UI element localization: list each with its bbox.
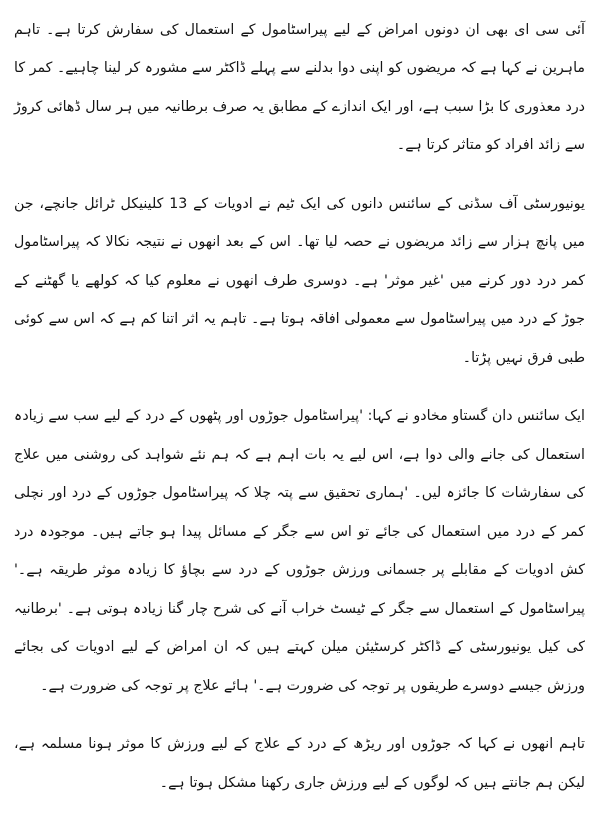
article-paragraph-2: یونیورسٹی آف سڈنی کے سائنس دانوں کی ایک ٹیم نے ادویات کے 13 کلینیکل ٹرائل جانچے، جن میں پانچ ہزار سے زائد مریضوں نے حصہ لیا تھا۔ اس کے بعد انھوں نے نتیجہ نکالا کہ پیراسٹامول کمر درد دور کرنے میں 'غیر موثر' ہے۔ دوسری طرف انھوں نے معلوم کیا کہ کولھے یا گھٹنے کے جوڑ کے درد میں پیراسٹامول سے معمولی افاقہ ہوتا ہے۔ تاہم یہ اثر اتنا کم ہے کہ اس سے کوئی طبی فرق نہیں پڑتا۔ (14, 195, 585, 366)
article-paragraph-3: ایک سائنس دان گستاو مخادو نے کہا: 'پیراسٹامول جوڑوں اور پٹھوں کے درد کے لیے سب سے زیادہ استعمال کی جانے والی دوا ہے، اس لیے یہ بات اہم ہے کہ ہم نئے شواہد کی روشنی میں علاج کی سفارشات کا جائزہ لیں۔ 'ہماری تحقیق سے پتہ چلا کہ پیراسٹامول جوڑوں کے درد اور نچلی کمر کے درد میں استعمال کی جائے تو اس سے جگر کے مسائل پیدا ہو جاتے ہیں۔ موجودہ درد کش ادویات کے مقابلے پر جسمانی ورزش جوڑوں کے درد سے بچاؤ کا زیادہ موثر طریقہ ہے۔' پیراسٹامول کے استعمال سے جگر کے ٹیسٹ خراب آنے کی شرح چار گنا زیادہ ہوتی ہے۔ 'برطانیہ کی کیل یونیورسٹی کے ڈاکٹر کرسٹیئن میلن کہتے ہیں کہ ان امراض کے لیے ادویات کی بجائے ورزش جیسے دوسرے طریقوں پر توجہ کی ضرورت ہے۔' ہائے علاج پر توجہ کی ضرورت ہے۔ (14, 408, 585, 694)
article-body (14, 0, 585, 822)
article-paragraph-4: تاہم انھوں نے کہا کہ جوڑوں اور ریڑھ کے درد کے علاج کے لیے ورزش کا موثر ہونا مسلمہ ہے، لیکن ہم جانتے ہیں کہ لوگوں کے لیے ورزش جاری رکھنا مشکل ہوتا ہے۔ (14, 736, 585, 791)
article-paragraph-1: آئی سی ای بھی ان دونوں امراض کے لیے پیراسٹامول کے استعمال کی سفارش کرتا ہے۔ تاہم ماہرین نے کہا ہے کہ مریضوں کو اپنی دوا بدلنے سے پہلے ڈاکٹر سے مشورہ کر لینا چاہیے۔ کمر کا درد معذوری کا بڑا سبب ہے، اور ایک اندازے کے مطابق یہ صرف برطانیہ میں ہر سال ڈھائی کروڑ سے زائد افراد کو متاثر کرتا ہے۔ (14, 21, 585, 153)
